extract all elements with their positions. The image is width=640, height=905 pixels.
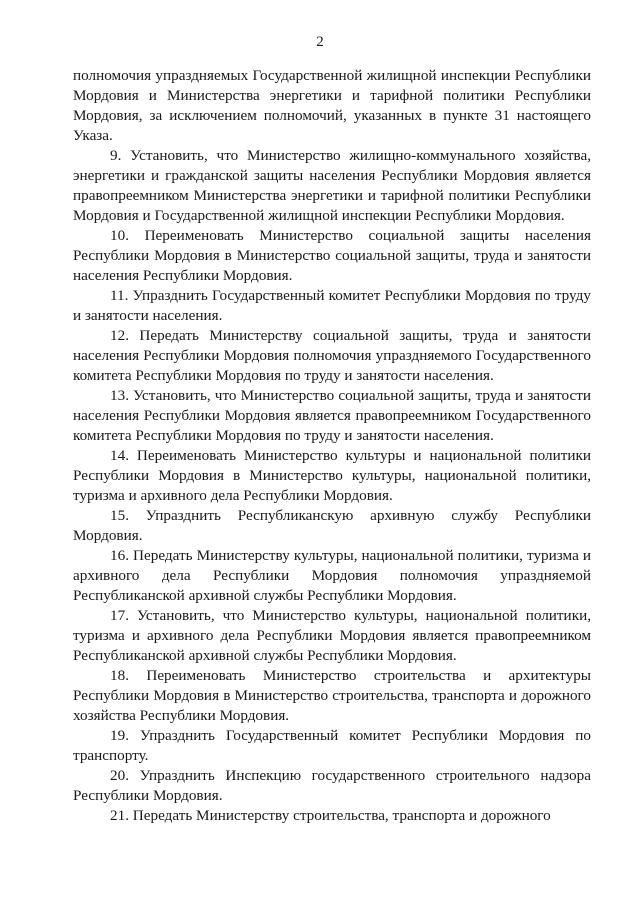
- paragraph-item-16: 16. Передать Министерству культуры, национальной политики, туризма и архивного дела Республики Мордовия полномочия упраздняемой Республиканской архивной службы Республики Мордовия.: [73, 547, 591, 604]
- paragraph-item-17: 17. Установить, что Министерство культуры, национальной политики, туризма и архивного дела Республики Мордовия является правопреемником Республиканской архивной службы Республики Мордовия.: [73, 607, 591, 664]
- paragraph-item-15: 15. Упразднить Республиканскую архивную службу Республики Мордовия.: [73, 507, 591, 544]
- paragraph-continuation: полномочия упраздняемых Государственной жилищной инспекции Республики Мордовия и Министерства энергетики и тарифной политики Республики Мордовия, за исключением полномочий, указанных в пункте 31 настоящего Указа.: [73, 67, 591, 144]
- paragraph-item-11: 11. Упразднить Государственный комитет Республики Мордовия по труду и занятости населения.: [73, 287, 591, 324]
- paragraph-item-9: 9. Установить, что Министерство жилищно-коммунального хозяйства, энергетики и гражданской защиты населения Республики Мордовия является правопреемником Министерства энергетики и тарифной политики Республики Мордовия и Государственной жилищной инспекции Республики Мордовия.: [73, 147, 591, 224]
- paragraph-item-20: 20. Упразднить Инспекцию государственного строительного надзора Республики Мордовия.: [73, 767, 591, 804]
- paragraph-item-14: 14. Переименовать Министерство культуры и национальной политики Республики Мордовия в Министерство культуры, национальной политики, туризма и архивного дела Республики Мордовия.: [73, 447, 591, 504]
- paragraph-item-19: 19. Упразднить Государственный комитет Республики Мордовия по транспорту.: [73, 727, 591, 764]
- paragraph-item-10: 10. Переименовать Министерство социальной защиты населения Республики Мордовия в Министерство социальной защиты, труда и занятости населения Республики Мордовия.: [73, 227, 591, 284]
- document-body: [73, 66, 591, 826]
- paragraph-item-12: 12. Передать Министерству социальной защиты, труда и занятости населения Республики Мордовия полномочия упраздняемого Государственного комитета Республики Мордовия по труду и занятости населения.: [73, 327, 591, 384]
- paragraph-item-18: 18. Переименовать Министерство строительства и архитектуры Республики Мордовия в Министерство строительства, транспорта и дорожного хозяйства Республики Мордовия.: [73, 667, 591, 724]
- page-number: 2: [316, 34, 324, 50]
- paragraph-item-13: 13. Установить, что Министерство социальной защиты, труда и занятости населения Республики Мордовия является правопреемником Государственного комитета Республики Мордовия по труду и занятости населения.: [73, 387, 591, 444]
- paragraph-item-21: 21. Передать Министерству строительства, транспорта и дорожного: [110, 807, 551, 824]
